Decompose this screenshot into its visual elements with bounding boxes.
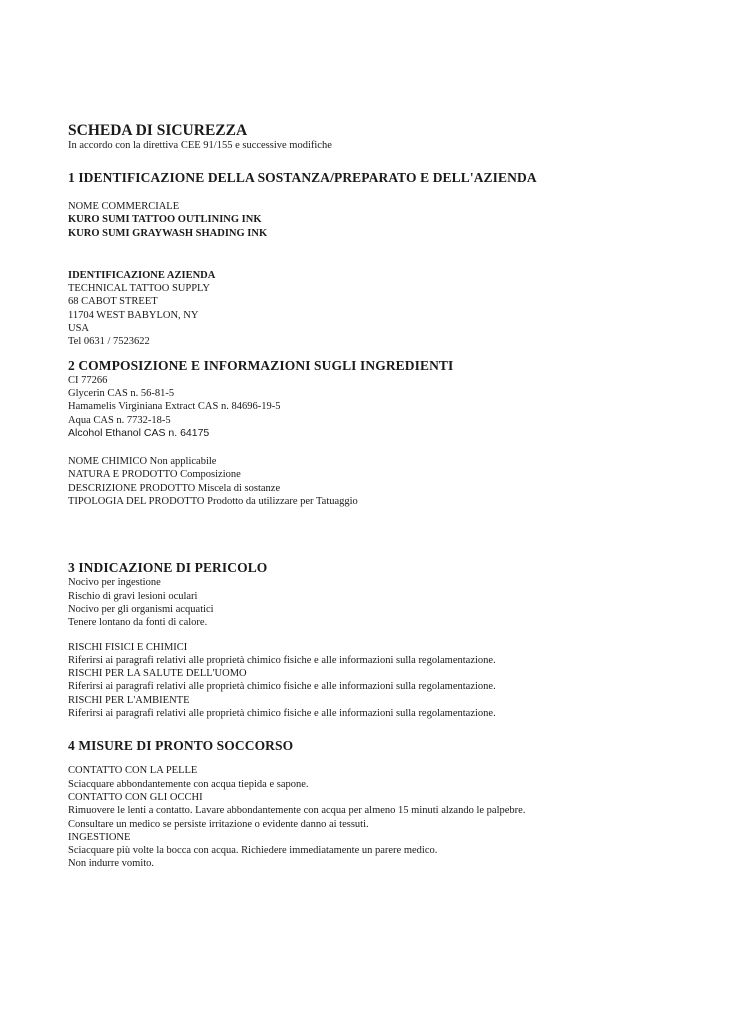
hazard-line: Nocivo per ingestione [68, 577, 161, 589]
company-line: USA [68, 323, 90, 335]
first-aid-text: Non indurre vomito. [68, 858, 155, 870]
document-title: SCHEDA DI SICUREZZA [68, 122, 248, 139]
section-1 [68, 170, 708, 349]
first-aid-text: Sciacquare abbondantemente con acqua tiepida e sapone. [68, 778, 309, 790]
first-aid-text: Sciacquare più volte la bocca con acqua. Richiedere immediatamente un parere medico. [68, 845, 438, 857]
risk-label: RISCHI PER L'AMBIENTE [68, 694, 190, 706]
risk-text: Riferirsi ai paragrafi relativi alle proprietà chimico fisiche e alle informazioni sulla regolamentazione. [68, 708, 496, 720]
hazard-line: Rischio di gravi lesioni oculari [68, 590, 198, 602]
first-aid-text: Rimuovere le lenti a contatto. Lavare abbondantemente con acqua per almeno 15 minuti alzando le palpebre. [68, 805, 526, 817]
document-page [68, 122, 708, 871]
first-aid-label: CONTATTO CON LA PELLE [68, 765, 198, 777]
risk-text: Riferirsi ai paragrafi relativi alle proprietà chimico fisiche e alle informazioni sulla regolamentazione. [68, 654, 496, 666]
trade-name-label: NOME COMMERCIALE [68, 201, 180, 212]
section-1-heading: 1 IDENTIFICAZIONE DELLA SOSTANZA/PREPARATO E DELL'AZIENDA [68, 170, 537, 185]
first-aid-label: CONTATTO CON GLI OCCHI [68, 791, 203, 803]
company-line: 11704 WEST BABYLON, NY [68, 309, 199, 321]
ingredient-line: Alcohol Ethanol CAS n. 64175 [68, 426, 210, 439]
section-3 [68, 560, 708, 720]
first-aid-label: INGESTIONE [68, 831, 131, 843]
section-2-heading: 2 COMPOSIZIONE E INFORMAZIONI SUGLI INGREDIENTI [68, 357, 454, 373]
company-label: IDENTIFICAZIONE AZIENDA [68, 269, 216, 281]
risk-label: RISCHI FISICI E CHIMICI [68, 641, 188, 653]
product-name: KURO SUMI TATTOO OUTLINING INK [68, 214, 262, 226]
risk-label: RISCHI PER LA SALUTE DELL'UOMO [68, 668, 247, 680]
hazard-line: Tenere lontano da fonti di calore. [68, 617, 208, 629]
company-line: 68 CABOT STREET [68, 296, 158, 308]
company-line: TECHNICAL TATTOO SUPPLY [68, 283, 211, 295]
document-header [68, 122, 708, 152]
company-line: Tel 0631 / 7523622 [68, 336, 150, 348]
section-2 [68, 358, 708, 509]
detail-line: DESCRIZIONE PRODOTTO Miscela di sostanze [68, 482, 281, 494]
product-name: KURO SUMI GRAYWASH SHADING INK [68, 227, 268, 239]
detail-line: NATURA E PRODOTTO Composizione [68, 469, 241, 481]
first-aid-text: Consultare un medico se persiste irritazione o evidente danno ai tessuti. [68, 818, 369, 830]
ingredient-line: Hamamelis Virginiana Extract CAS n. 84696-19-5 [68, 401, 281, 413]
risk-text: Riferirsi ai paragrafi relativi alle proprietà chimico fisiche e alle informazioni sulla regolamentazione. [68, 681, 496, 693]
detail-line: NOME CHIMICO Non applicabile [68, 456, 217, 468]
hazard-line: Nocivo per gli organismi acquatici [68, 603, 214, 615]
section-4 [68, 738, 708, 870]
section-3-heading: 3 INDICAZIONE DI PERICOLO [68, 560, 268, 576]
document-subtitle: In accordo con la direttiva CEE 91/155 e successive modifiche [68, 140, 332, 151]
ingredient-line: Aqua CAS n. 7732-18-5 [68, 414, 171, 426]
section-4-heading: 4 MISURE DI PRONTO SOCCORSO [68, 738, 294, 754]
ingredient-line: CI 77266 [68, 374, 108, 386]
ingredient-line: Glycerin CAS n. 56-81-5 [68, 387, 175, 399]
detail-line: TIPOLOGIA DEL PRODOTTO Prodotto da utilizzare per Tatuaggio [68, 496, 358, 508]
